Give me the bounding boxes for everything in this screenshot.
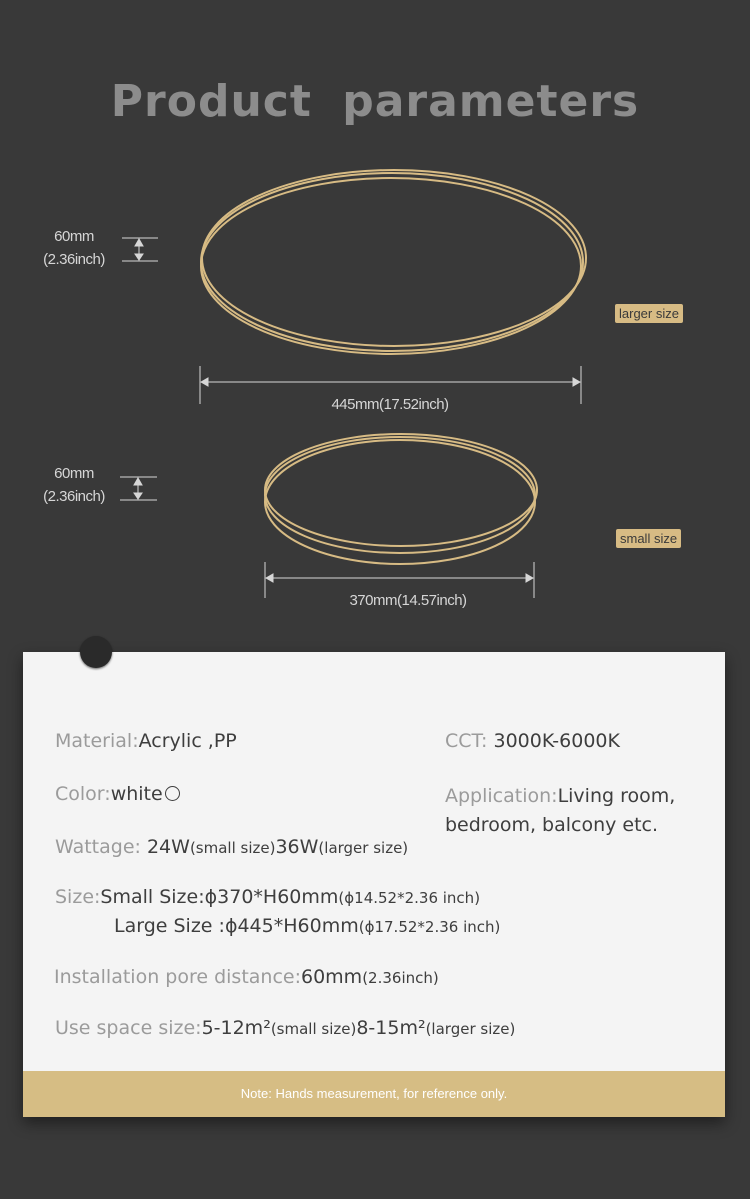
install-value: 60mm <box>301 966 363 988</box>
large-lamp-rim-3 <box>202 170 586 346</box>
install-label: Installation pore distance: <box>54 966 301 988</box>
size-label: Size: <box>55 886 101 908</box>
wattage-large: 36W <box>275 836 319 858</box>
size-small-inch: (ϕ14.52*2.36 inch) <box>338 889 481 907</box>
small-height-label <box>34 462 114 508</box>
install-row <box>54 966 439 988</box>
material-row <box>55 730 237 752</box>
spec-card <box>23 652 725 1117</box>
large-height-label <box>34 225 114 271</box>
color-row <box>55 783 180 805</box>
small-width-label: 370mm(14.57inch) <box>349 592 467 609</box>
wattage-row <box>55 836 408 858</box>
tag-hole <box>80 636 112 668</box>
large-lamp-body <box>201 178 581 354</box>
large-lamp-rim-2 <box>201 173 583 351</box>
large-height-inch: (2.36inch) <box>43 251 105 268</box>
small-height-marker <box>120 477 157 500</box>
size-row <box>55 886 480 908</box>
cct-value: 3000K-6000K <box>487 730 620 752</box>
material-value: Acrylic ,PP <box>138 730 237 752</box>
space-large: 8-15m² <box>356 1017 426 1039</box>
wattage-small: 24W <box>140 836 190 858</box>
large-width-label: 445mm(17.52inch) <box>331 396 449 413</box>
large-height-mm: 60mm <box>54 228 94 245</box>
size-small: Small Size:ϕ370*H60mm <box>100 886 339 908</box>
large-height-marker <box>122 238 158 261</box>
install-inch: (2.36inch) <box>362 969 439 987</box>
small-lamp-rim-2 <box>265 437 535 553</box>
size-large-row <box>114 915 500 937</box>
small-lamp-drawing <box>265 434 537 564</box>
material-label: Material: <box>55 730 139 752</box>
space-small: 5-12m² <box>201 1017 271 1039</box>
application-value-1: Living room, <box>557 785 676 807</box>
cct-row <box>445 730 620 752</box>
wattage-label: Wattage: <box>55 836 141 858</box>
color-value: white <box>110 783 163 805</box>
wattage-large-note: (larger size) <box>318 839 409 857</box>
space-large-note: (larger size) <box>425 1020 516 1038</box>
page-title: Product parameters <box>110 76 640 127</box>
cct-label: CCT: <box>445 730 488 752</box>
white-circle-icon <box>165 786 180 801</box>
small-size-badge: small size <box>616 529 681 548</box>
larger-size-badge: larger size <box>615 304 683 323</box>
application-label: Application: <box>445 785 558 807</box>
space-row <box>55 1017 515 1039</box>
space-small-note: (small size) <box>270 1020 357 1038</box>
size-large-inch: (ϕ17.52*2.36 inch) <box>358 918 501 936</box>
size-large: Large Size :ϕ445*H60mm <box>114 915 359 937</box>
small-lamp-rim-3 <box>265 434 537 546</box>
footer-note: Note: Hands measurement, for reference only. <box>23 1071 725 1117</box>
application-value-2: bedroom, balcony etc. <box>445 814 659 836</box>
application-row <box>445 782 675 840</box>
color-label: Color: <box>55 783 111 805</box>
small-height-mm: 60mm <box>54 465 94 482</box>
wattage-small-note: (small size) <box>189 839 276 857</box>
space-label: Use space size: <box>55 1017 202 1039</box>
small-height-inch: (2.36inch) <box>43 488 105 505</box>
large-lamp-drawing <box>201 170 586 354</box>
